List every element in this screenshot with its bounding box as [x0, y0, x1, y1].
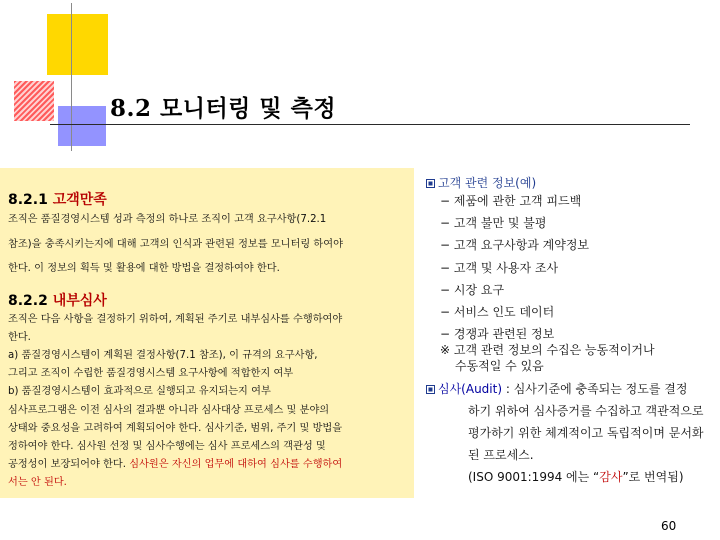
- paragraph-line: 조직은 품질경영시스템 성과 측정의 하나로 조직이 고객 요구사항(7.2.1: [8, 214, 327, 225]
- slide-title: 8.2 모니터링 및 측정: [110, 95, 337, 122]
- iso-note: [468, 470, 684, 484]
- left-text-box: [0, 168, 414, 498]
- paragraph-line: 상태와 중요성을 고려하여 계획되어야 한다. 심사기준, 범위, 주기 및 방법을: [8, 423, 343, 434]
- info-item: − 제품에 관한 고객 피드백: [440, 194, 582, 208]
- page-number: 60: [661, 519, 677, 533]
- info-item: − 시장 요구: [440, 283, 505, 297]
- iso-note-highlight: 감사: [599, 470, 623, 484]
- section-heading-internal-audit: [8, 290, 107, 310]
- paragraph-line: 정하여야 한다. 심사원 선정 및 심사수행에는 심사 프로세스의 객관성 및: [8, 441, 326, 452]
- paragraph-line: a) 품질경영시스템이 계획된 결정사항(7.1 참조), 이 규격의 요구사항,: [8, 350, 318, 361]
- decor-red-hatched-square: [14, 81, 54, 121]
- info-item: − 경쟁과 관련된 정보: [440, 327, 555, 341]
- audit-term: 심사(Audit): [438, 382, 503, 396]
- decor-vertical-line: [71, 3, 72, 151]
- decor-yellow-square: [47, 14, 108, 75]
- highlighted-text: 서는 안 된다.: [8, 477, 67, 488]
- audit-line: 평가하기 위한 체계적이고 독립적이며 문서화: [468, 426, 704, 440]
- info-item: − 서비스 인도 데이터: [440, 305, 555, 319]
- info-item: − 고객 및 사용자 조사: [440, 261, 559, 275]
- paragraph-line: b) 품질경영시스템이 효과적으로 실행되고 유지되는지 여부: [8, 386, 271, 397]
- paragraph-line: 한다. 이 정보의 획득 및 활용에 대한 방법을 결정하여야 한다.: [8, 263, 280, 274]
- audit-line: 하기 위하여 심사증거를 수집하고 객관적으로: [468, 404, 704, 418]
- paragraph-line: 심사프로그램은 이전 심사의 결과뿐 아니라 심사대상 프로세스 및 분야의: [8, 405, 330, 416]
- note-line: 수동적일 수 있음: [455, 359, 544, 373]
- title-underline: [50, 124, 690, 125]
- info-heading-text: 고객 관련 정보(예): [438, 176, 537, 190]
- info-heading: [426, 176, 536, 190]
- paragraph-text: 공정성이 보장되어야 한다.: [8, 459, 130, 470]
- audit-definition-text: : 심사기준에 충족되는 정도를 결정: [502, 382, 688, 396]
- iso-note-text: ”로 번역됨): [622, 470, 684, 484]
- audit-line: 된 프로세스.: [468, 448, 534, 462]
- square-bullet-icon: [426, 385, 435, 394]
- info-item: − 고객 불만 및 불평: [440, 216, 547, 230]
- section-title: 내부심사: [52, 293, 107, 309]
- info-item: − 고객 요구사항과 계약정보: [440, 238, 590, 252]
- paragraph-line: [8, 458, 342, 471]
- decor-blue-square: [58, 106, 106, 146]
- square-bullet-icon: [426, 179, 435, 188]
- paragraph-line: 그리고 조직이 수립한 품질경영시스템 요구사항에 적합한지 여부: [8, 368, 294, 379]
- audit-definition: [426, 382, 687, 396]
- paragraph-line: 조직은 다음 사항을 결정하기 위하여, 계획된 주기로 내부심사를 수행하여야: [8, 314, 343, 325]
- section-number: 8.2.2: [8, 293, 53, 309]
- highlighted-text: 심사원은 자신의 업무에 대하여 심사를 수행하여: [129, 459, 343, 470]
- iso-note-text: (ISO 9001:1994 에는 “: [468, 470, 600, 484]
- note-line: ※ 고객 관련 정보의 수집은 능동적이거나: [440, 343, 655, 357]
- paragraph-line: 한다.: [8, 332, 31, 343]
- section-heading-customer-satisfaction: [8, 189, 107, 209]
- section-number: 8.2.1: [8, 192, 53, 208]
- paragraph-line: 참조)을 충족시키는지에 대해 고객의 인식과 관련된 정보를 모니터링 하여야: [8, 239, 343, 250]
- section-title: 고객만족: [52, 192, 107, 208]
